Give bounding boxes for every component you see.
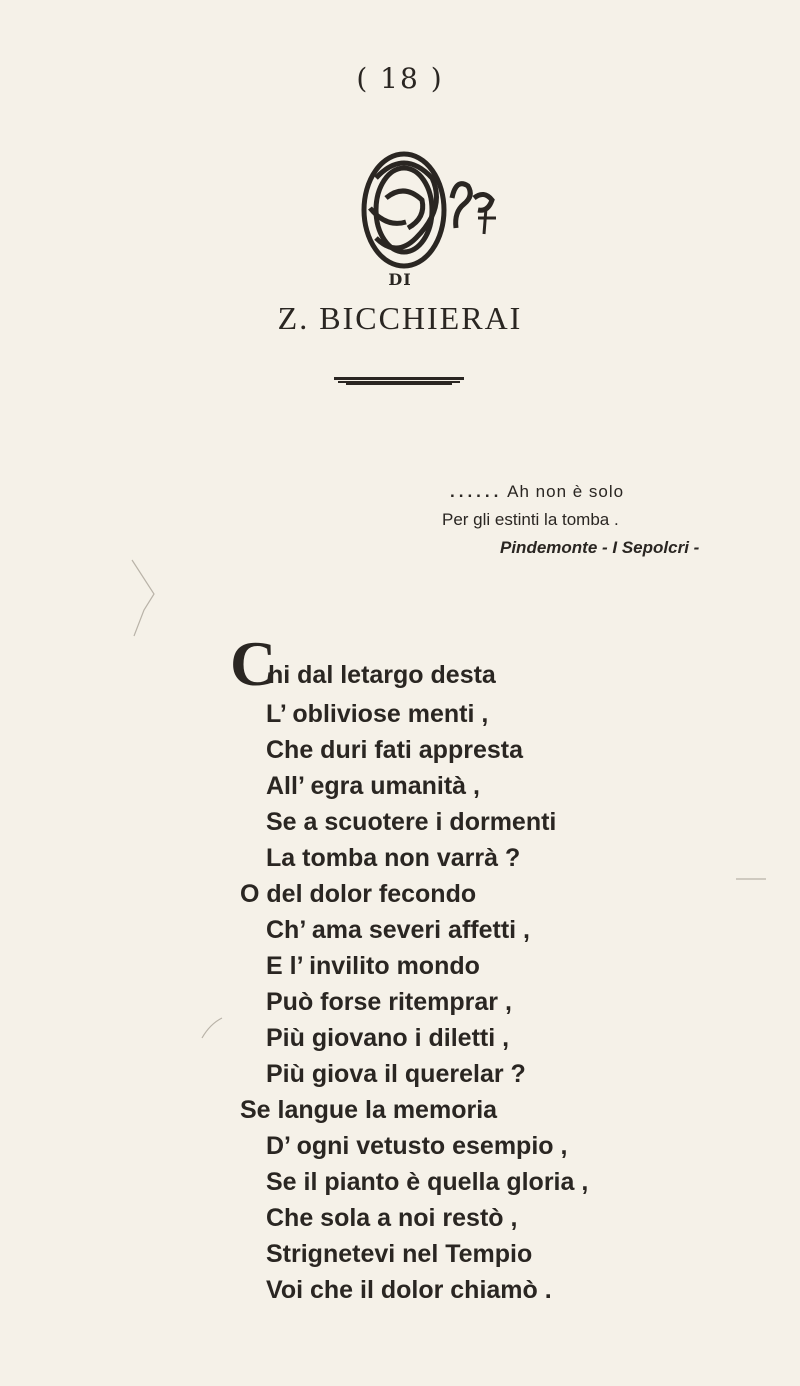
poem-line: Se a scuotere i dormenti xyxy=(266,808,557,836)
author-name: Z. BICCHIERAI xyxy=(277,300,523,336)
poem-line: Che duri fati appresta xyxy=(266,736,523,764)
poem-line: L’ obliviose menti , xyxy=(266,700,489,728)
poem-line: E l’ invilito mondo xyxy=(266,952,480,980)
poem-line: La tomba non varrà ? xyxy=(266,844,521,872)
epigraph-line-2: Per gli estinti la tomba . xyxy=(442,510,619,529)
poem-line: Più giovano i diletti , xyxy=(266,1024,510,1052)
poem-line: Se langue la memoria xyxy=(240,1096,498,1124)
poem-line: D’ ogni vetusto esempio , xyxy=(266,1132,568,1160)
poem-line: Ch’ ama severi affetti , xyxy=(266,916,531,944)
poem-line: Strignetevi nel Tempio xyxy=(266,1240,533,1268)
page-number: ( 18 ) xyxy=(356,62,444,95)
poem-line-1: hi dal letargo desta xyxy=(268,661,496,689)
poem-line: All’ egra umanità , xyxy=(266,772,480,800)
poem-line: Più giova il querelar ? xyxy=(266,1060,526,1088)
poem-line: Se il pianto è quella gloria , xyxy=(266,1168,589,1196)
epigraph-attribution: Pindemonte - I Sepolcri - xyxy=(500,538,700,557)
ellipsis-dots: ...... xyxy=(450,482,503,501)
poem-line: O del dolor fecondo xyxy=(240,880,477,908)
heading-di: DI xyxy=(388,270,412,289)
poem-line: Voi che il dolor chiamò . xyxy=(266,1276,552,1304)
epigraph-line-1-text: Ah non è solo xyxy=(507,482,625,501)
drop-cap: C xyxy=(230,628,277,699)
poem-line: Può forse ritemprar , xyxy=(266,988,512,1016)
poem-line: Che sola a noi restò , xyxy=(266,1204,518,1232)
